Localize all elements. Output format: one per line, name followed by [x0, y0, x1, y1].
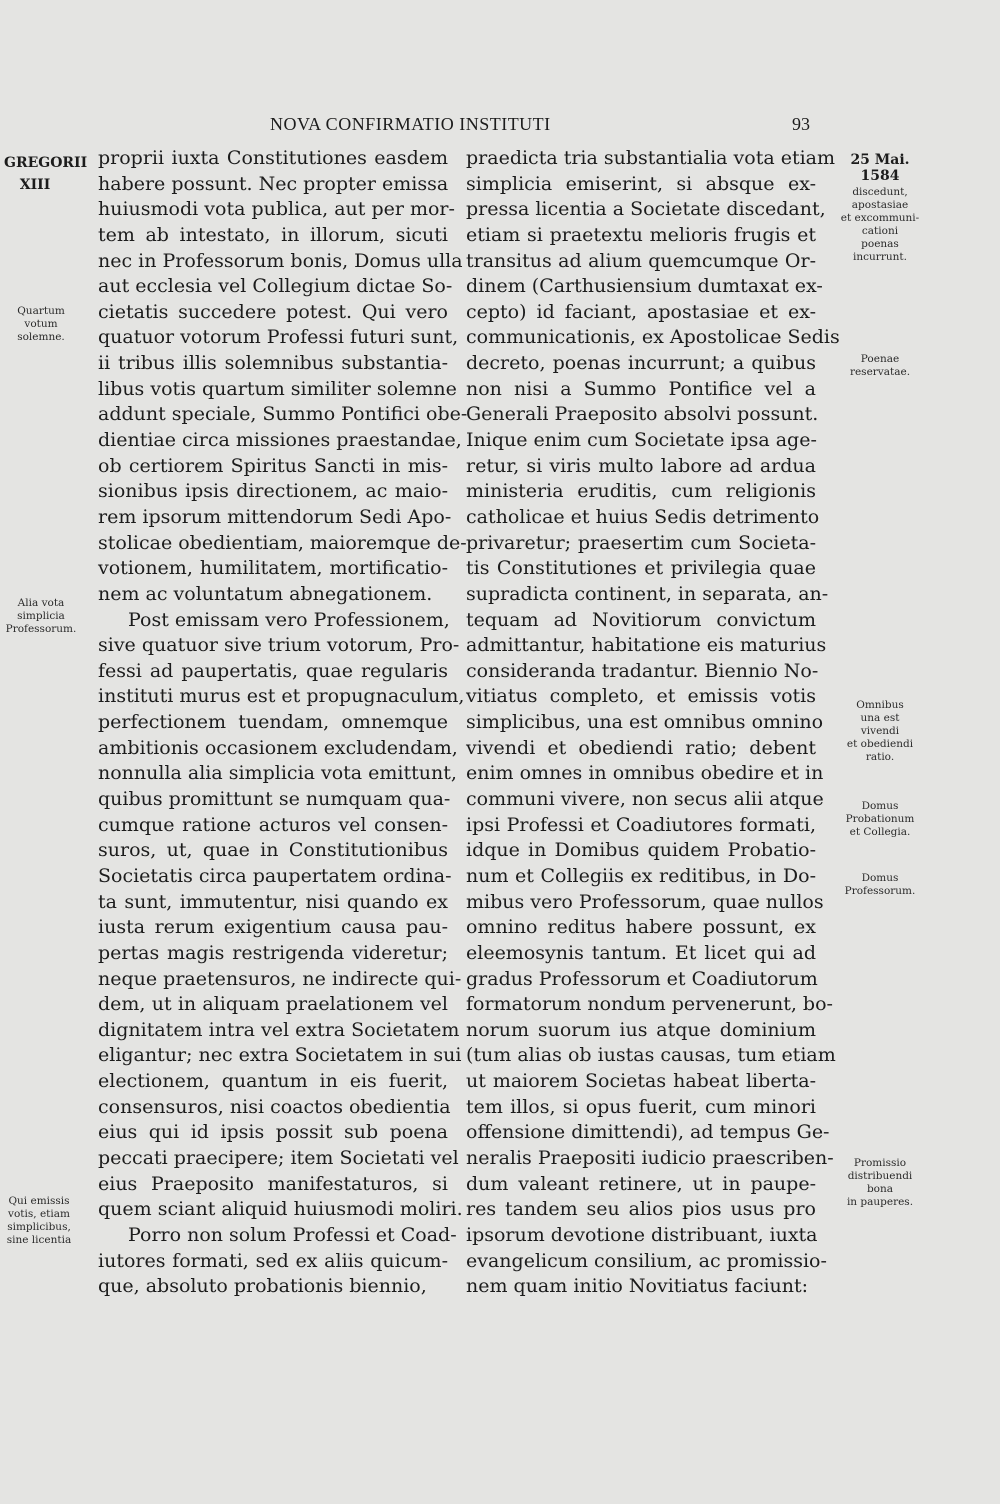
margin-note-line: solemne.	[17, 331, 65, 343]
text-line: formatorum nondum pervenerunt, bo-	[466, 993, 833, 1016]
text-line: consensuros, nisi coactos obedientia	[98, 1095, 451, 1118]
text-line: iutores formati, sed ex aliis quicum-	[98, 1249, 448, 1272]
text-line: Generali Praeposito absolvi possunt.	[466, 403, 819, 426]
text-line: electionem, quantum in eis fuerit,	[98, 1070, 448, 1093]
text-line: iusta rerum exigentium causa pau-	[98, 916, 448, 939]
text-line: pressa licentia a Societate discedant,	[466, 198, 826, 221]
text-line: non nisi a Summo Pontifice vel a	[466, 377, 816, 400]
text-line: mibus vero Professorum, quae nullos	[466, 890, 824, 913]
text-line: nem ac voluntatum abnegationem.	[98, 582, 433, 605]
text-line: ipsi Professi et Coadiutores formati,	[466, 813, 816, 836]
text-line: addunt speciale, Summo Pontifici obe-	[98, 403, 468, 426]
margin-note-line: Professorum.	[5, 623, 77, 635]
text-line: cumque ratione acturos vel consen-	[98, 813, 448, 836]
text-line: decreto, poenas incurrunt; a quibus	[466, 352, 816, 375]
text-line: ipsorum devotione distribuant, iuxta	[466, 1223, 818, 1246]
margin-note-line: ratio.	[865, 751, 895, 763]
text-line: dignitatem intra vel extra Societatem	[98, 1018, 460, 1041]
text-line: Societatis circa paupertatem ordina-	[98, 864, 452, 887]
text-line: ut maiorem Societas habeat liberta-	[466, 1070, 816, 1093]
text-line: dinem (Carthusiensium dumtaxat ex-	[466, 275, 823, 298]
margin-note-line: et obediendi	[846, 738, 914, 750]
text-line: neque praetensuros, ne indirecte qui-	[98, 967, 462, 990]
text-line: quem sciant aliquid huiusmodi moliri.	[98, 1198, 463, 1221]
text-line: transitus ad alium quemcumque Or-	[466, 249, 816, 272]
margin-note-line: Domus	[861, 872, 899, 884]
text-line: ii tribus illis solemnibus substantia-	[98, 352, 448, 375]
text-line: tem illos, si opus fuerit, cum minori	[466, 1095, 816, 1118]
text-line: votionem, humilitatem, mortificatio-	[98, 557, 448, 580]
text-line: tequam ad Novitiorum convictum	[466, 608, 816, 631]
text-line: eius qui id ipsis possit sub poena	[98, 1121, 448, 1144]
text-line: perfectionem tuendam, omnemque	[98, 711, 448, 734]
text-line: supradicta continent, in separata, an-	[466, 582, 829, 605]
margin-note-line: discedunt,	[852, 186, 908, 198]
margin-note-line: sine licentia	[6, 1234, 72, 1246]
text-line: res tandem seu alios pios usus pro	[466, 1198, 816, 1221]
text-line: catholicae et huius Sedis detrimento	[466, 505, 820, 528]
text-line: nem quam initio Novitiatus faciunt:	[466, 1275, 809, 1298]
text-line: eleemosynis tantum. Et licet qui ad	[466, 941, 816, 964]
text-line: pertas magis restrigenda videretur;	[98, 941, 448, 964]
text-line: que, absoluto probationis biennio,	[98, 1275, 427, 1298]
text-line: dientiae circa missiones praestandae,	[98, 429, 462, 452]
text-line: vitiatus completo, et emissis votis	[466, 685, 816, 708]
text-line: Inique enim cum Societate ipsa age-	[466, 429, 817, 452]
right-text-column	[466, 146, 840, 1300]
margin-note-discedunt	[826, 186, 934, 264]
text-line: idque in Domibus quidem Probatio-	[466, 839, 816, 862]
text-line: suros, ut, quae in Constitutionibus	[98, 839, 448, 862]
margin-note-line: Quartum	[17, 305, 65, 317]
margin-note-line: bona	[866, 1183, 894, 1195]
margin-note-line: Qui emissis	[8, 1195, 70, 1207]
text-line: (tum alias ob iustas causas, tum etiam	[466, 1044, 836, 1067]
text-line: retur, si viris multo labore ad ardua	[466, 454, 816, 477]
text-line: peccati praecipere; item Societati vel	[98, 1146, 459, 1169]
text-line: rem ipsorum mittendorum Sedi Apo-	[98, 505, 452, 528]
text-line: dum valeant retinere, ut in paupe-	[466, 1172, 816, 1195]
margin-note-line: votis, etiam	[8, 1208, 70, 1220]
margin-note-line: cationi	[861, 225, 899, 237]
margin-header-line: XIII	[19, 177, 51, 193]
text-line: num et Collegiis ex reditibus, in Do-	[466, 864, 816, 887]
text-line: vivendi et obediendi ratio; debent	[466, 736, 816, 759]
text-line: fessi ad paupertatis, quae regularis	[98, 659, 448, 682]
text-line: libus votis quartum similiter solemne	[98, 377, 457, 400]
text-line: ob certiorem Spiritus Sancti in mis-	[98, 454, 448, 477]
text-line: sionibus ipsis directionem, ac maio-	[98, 480, 448, 503]
text-line: gradus Professorum et Coadiutorum	[466, 967, 818, 990]
margin-note-line: simplicia	[17, 610, 65, 622]
text-line: huiusmodi vota publica, aut per mor-	[98, 198, 455, 221]
margin-note-line: Poenae	[860, 353, 900, 365]
text-line: ambitionis occasionem excludendam,	[98, 736, 458, 759]
text-line: quibus promittunt se numquam qua-	[98, 788, 451, 811]
margin-note-line: apostasiae	[851, 199, 909, 211]
margin-note-line: et excommuni-	[840, 212, 920, 224]
margin-note-line: Probationum	[845, 813, 915, 825]
text-line: nec in Professorum bonis, Domus ulla	[98, 249, 463, 272]
margin-note-line: incurrunt.	[853, 251, 907, 263]
margin-header-pope	[4, 152, 88, 196]
margin-note-line: Professorum.	[844, 885, 916, 897]
text-line: offensione dimittendi), ad tempus Ge-	[466, 1121, 830, 1144]
margin-note-line: Alia vota	[17, 597, 65, 609]
margin-note-line: simplicibus,	[7, 1221, 71, 1233]
margin-note-omnibus	[826, 699, 934, 764]
text-line: norum suorum ius atque dominium	[466, 1018, 816, 1041]
text-line: nonnulla alia simplicia vota emittunt,	[98, 762, 457, 785]
margin-note-line: Promissio	[853, 1157, 907, 1169]
text-line: quatuor votorum Professi futuri sunt,	[98, 326, 459, 349]
text-line: communicationis, ex Apostolicae Sedis	[466, 326, 840, 349]
text-line: simplicibus, una est omnibus omnino	[466, 711, 824, 734]
text-line: Post emissam vero Professionem,	[128, 608, 450, 631]
margin-note-promissio	[826, 1157, 934, 1209]
margin-note-domus-probationum	[826, 800, 934, 839]
left-text-column	[98, 146, 468, 1300]
text-line: ministeria eruditis, cum religionis	[466, 480, 816, 503]
margin-header-date: 25 Mai. 1584	[850, 152, 910, 184]
text-line: Porro non solum Professi et Coad-	[128, 1223, 457, 1246]
margin-note-line: poenas	[861, 238, 899, 250]
running-title: NOVA CONFIRMATIO INSTITUTI	[270, 114, 551, 134]
text-line: tem ab intestato, in illorum, sicuti	[98, 223, 448, 246]
text-line: simplicia emiserint, si absque ex-	[466, 172, 816, 195]
margin-note-qui-emissis	[0, 1195, 78, 1247]
text-line: proprii iuxta Constitutiones easdem	[98, 147, 448, 169]
text-line: communi vivere, non secus alii atque	[466, 788, 824, 811]
text-line: ta sunt, immutentur, nisi quando ex	[98, 890, 448, 913]
margin-note-line: et Collegia.	[849, 826, 911, 838]
text-line: dem, ut in aliquam praelationem vel	[98, 993, 448, 1016]
text-line: omnino reditus habere possunt, ex	[466, 916, 816, 939]
margin-note-line: una est	[860, 712, 900, 724]
margin-note-line: in pauperes.	[846, 1196, 914, 1208]
text-line: enim omnes in omnibus obedire et in	[466, 762, 824, 785]
text-line: instituti murus est et propugnaculum,	[98, 685, 465, 708]
text-line: cepto) id faciant, apostasiae et ex-	[466, 300, 816, 323]
text-line: privaretur; praesertim cum Societa-	[466, 531, 816, 554]
margin-note-domus-professorum	[826, 872, 934, 898]
margin-note-alia-vota	[2, 597, 80, 636]
text-line: eligantur; nec extra Societatem in sui	[98, 1044, 462, 1067]
text-line: stolicae obedientiam, maioremque de-	[98, 531, 467, 554]
text-line: eius Praeposito manifestaturos, si	[98, 1172, 448, 1195]
text-line: praedicta tria substantialia vota etiam	[466, 147, 835, 169]
margin-note-quartum-votum	[2, 305, 80, 344]
text-line: admittantur, habitatione eis maturius	[466, 634, 827, 657]
margin-note-line: distribuendi	[847, 1170, 913, 1182]
text-line: etiam si praetextu melioris frugis et	[466, 223, 816, 246]
text-line: habere possunt. Nec propter emissa	[98, 172, 449, 195]
text-line: consideranda tradantur. Biennio No-	[466, 659, 819, 682]
text-line: neralis Praepositi iudicio praescriben-	[466, 1146, 834, 1169]
margin-note-line: votum	[24, 318, 58, 330]
margin-note-line: Domus	[861, 800, 899, 812]
page-number: 93	[792, 114, 810, 134]
text-line: sive quatuor sive trium votorum, Pro-	[98, 634, 460, 657]
margin-note-line: vivendi	[860, 725, 900, 737]
margin-note-poenae	[826, 353, 934, 379]
margin-header-line: GREGORII	[4, 155, 88, 171]
text-line: cietatis succedere potest. Qui vero	[98, 300, 448, 323]
text-line: aut ecclesia vel Collegium dictae So-	[98, 275, 453, 298]
margin-note-line: Omnibus	[856, 699, 904, 711]
text-line: tis Constitutiones et privilegia quae	[466, 557, 816, 580]
margin-note-line: reservatae.	[849, 366, 911, 378]
text-line: evangelicum consilium, ac promissio-	[466, 1249, 827, 1272]
